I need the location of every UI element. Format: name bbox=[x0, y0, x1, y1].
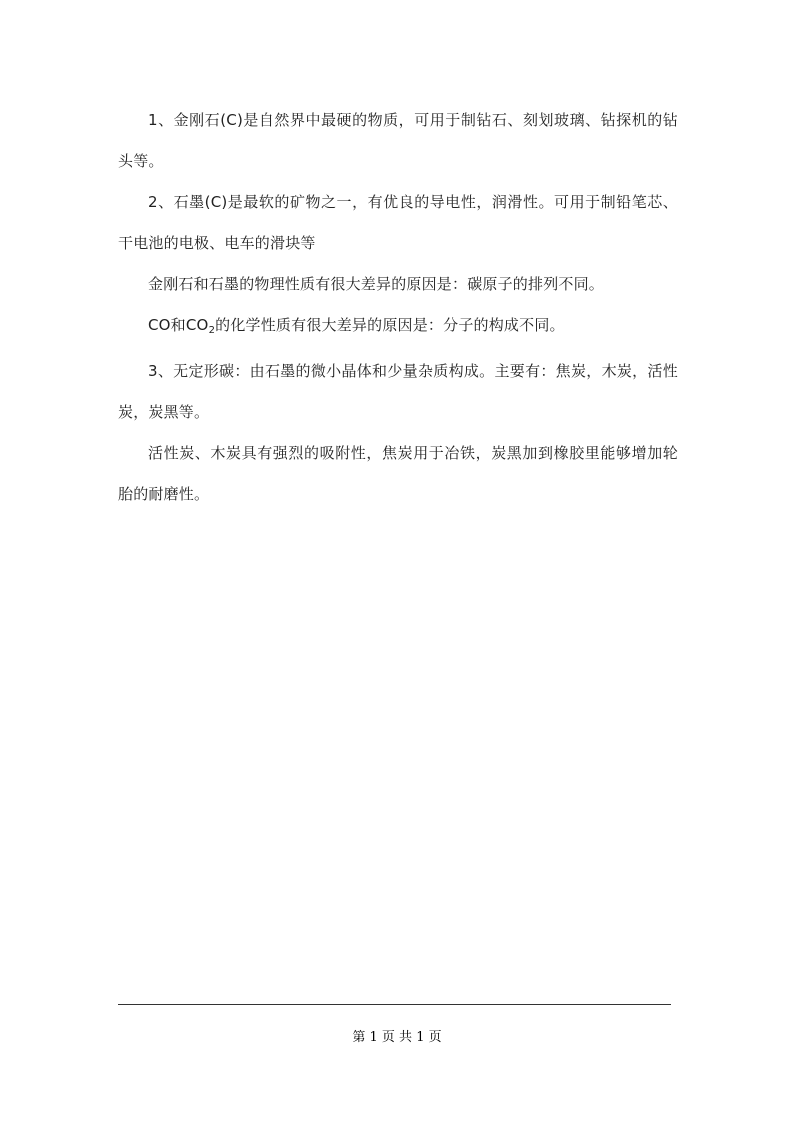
co-co2-text-before: CO和CO bbox=[148, 316, 209, 334]
footer-divider bbox=[118, 1004, 671, 1005]
paragraph-physical-difference: 金刚石和石墨的物理性质有很大差异的原因是：碳原子的排列不同。 bbox=[148, 275, 605, 293]
document-body bbox=[118, 100, 678, 515]
paragraph-co-co2 bbox=[118, 305, 678, 351]
page-number: 第 1 页 共 1 页 bbox=[352, 1030, 442, 1045]
co-co2-text-after: 的化学性质有很大差异的原因是：分子的构成不同。 bbox=[215, 316, 565, 334]
paragraph-adsorption: 活性炭、木炭具有强烈的吸附性，焦炭用于冶铁，炭黑加到橡胶里能够增加轮胎的耐磨性。 bbox=[118, 444, 678, 503]
paragraph-diamond: 1、金刚石(C)是自然界中最硬的物质，可用于制钻石、刻划玻璃、钻探机的钻头等。 bbox=[118, 111, 678, 170]
paragraph-amorphous-carbon: 3、无定形碳：由石墨的微小晶体和少量杂质构成。主要有：焦炭，木炭，活性炭，炭黑等。 bbox=[118, 362, 678, 421]
co2-subscript: 2 bbox=[208, 325, 216, 336]
paragraph-graphite: 2、石墨(C)是最软的矿物之一，有优良的导电性，润滑性。可用于制铅笔芯、干电池的电极、电车的滑块等 bbox=[118, 193, 678, 252]
